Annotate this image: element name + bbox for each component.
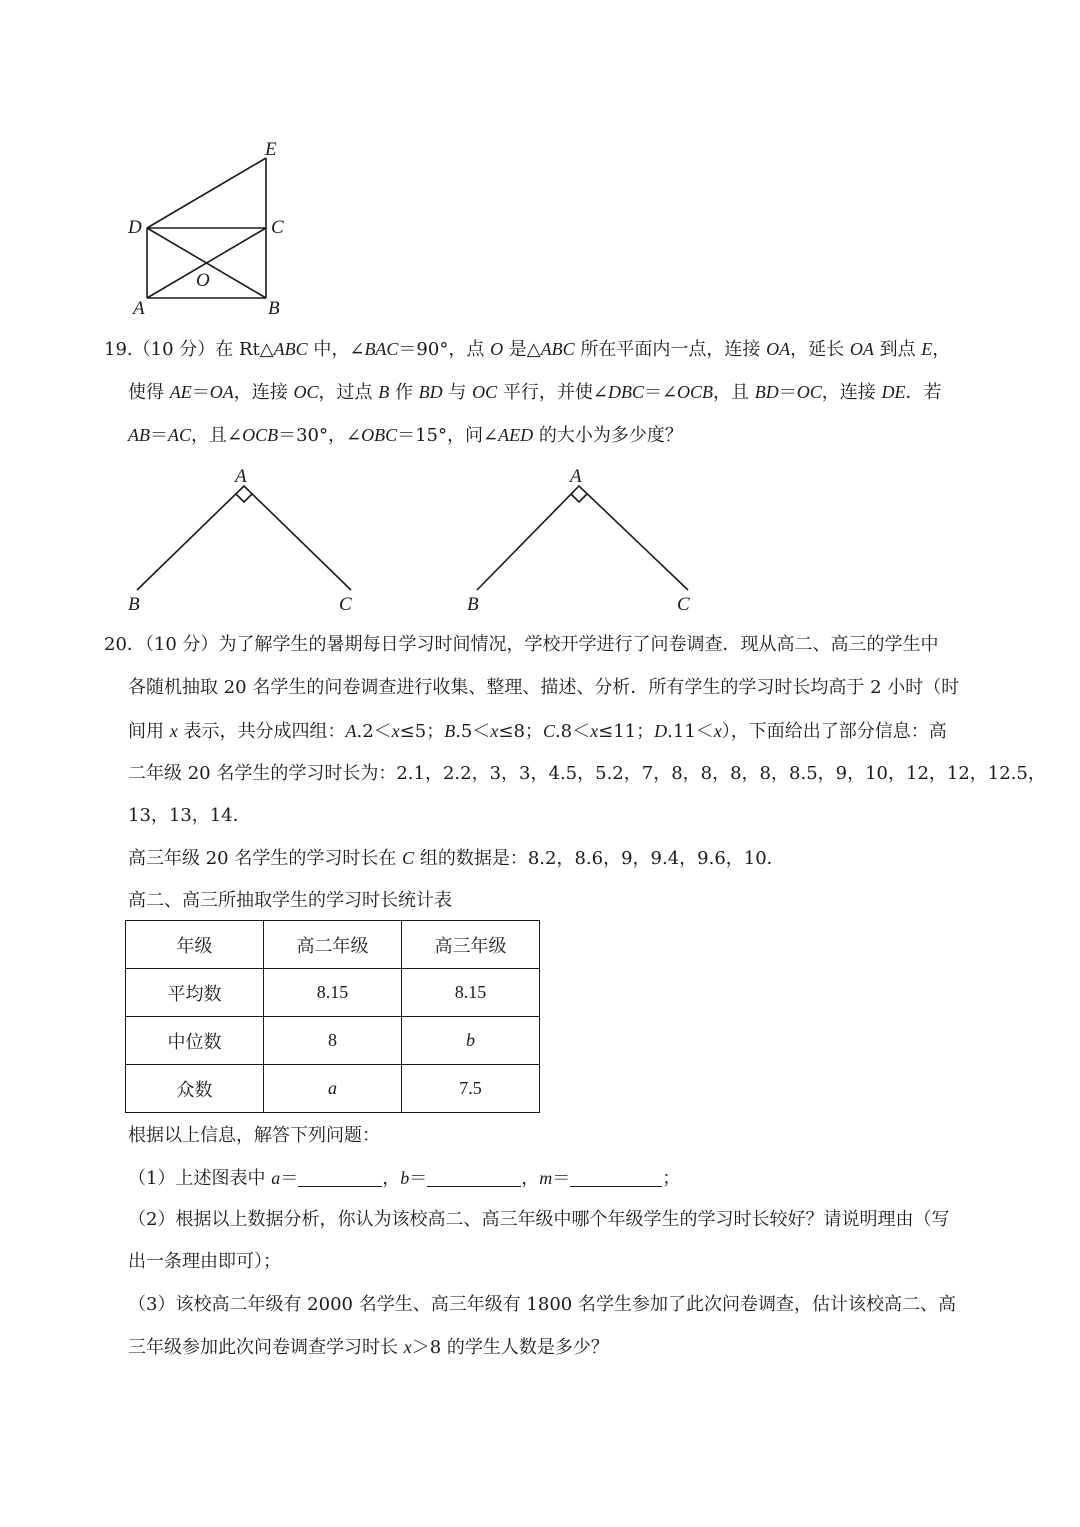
figure-rectangle-abcd bbox=[120, 135, 300, 324]
table-cell: 中位数 bbox=[126, 1017, 264, 1065]
label-b: B bbox=[268, 298, 280, 319]
label-a: A bbox=[235, 466, 247, 487]
q19-line-1: 19.（10 分）在 Rt△ABC 中，∠BAC＝90°，点 O 是△ABC 所在平面内一点，连接 OA，延长 OA 到点 E， bbox=[104, 339, 951, 360]
table-cell: 7.5 bbox=[402, 1065, 540, 1113]
figure-triangle-right bbox=[460, 462, 710, 621]
table-cell: b bbox=[402, 1017, 540, 1065]
label-a: A bbox=[133, 298, 145, 319]
header-cell: 高三年级 bbox=[402, 921, 540, 969]
label-a: A bbox=[570, 466, 582, 487]
q20-line-3: 间用 x 表示，共分成四组：A.2＜x≤5；B.5＜x≤8；C.8＜x≤11；D.11＜x），下面给出了部分信息：高 bbox=[128, 721, 947, 742]
q20-line-6: 高三年级 20 名学生的学习时长在 C 组的数据是：8.2，8.6，9，9.4，9.6，10． bbox=[128, 848, 785, 869]
label-c: C bbox=[339, 594, 352, 615]
table-cell: 8 bbox=[264, 1017, 402, 1065]
q20-line-1: 20．（10 分）为了解学生的暑期每日学习时间情况，学校开学进行了问卷调查．现从高二、高三的学生中 bbox=[104, 634, 939, 655]
label-c: C bbox=[677, 594, 690, 615]
label-d: D bbox=[128, 217, 142, 238]
q20-line-5: 13，13，14． bbox=[128, 805, 251, 826]
triangle-sides bbox=[477, 486, 688, 590]
table-cell: 8.15 bbox=[264, 969, 402, 1017]
questions-intro: 根据以上信息，解答下列问题： bbox=[128, 1125, 380, 1146]
answer-blank-b[interactable] bbox=[427, 1168, 521, 1187]
table-row bbox=[126, 1017, 540, 1065]
right-angle-mark bbox=[236, 494, 252, 502]
table-cell: 众数 bbox=[126, 1065, 264, 1113]
table-cell: 平均数 bbox=[126, 969, 264, 1017]
label-o: O bbox=[196, 270, 210, 291]
right-angle-mark bbox=[571, 494, 587, 502]
table-header-row bbox=[126, 921, 540, 969]
label-b: B bbox=[128, 594, 140, 615]
table-row bbox=[126, 969, 540, 1017]
label-c: C bbox=[271, 217, 284, 238]
part-3-line-2: 三年级参加此次问卷调查学习时长 x＞8 的学生人数是多少？ bbox=[128, 1337, 609, 1358]
q20-line-4: 二年级 20 名学生的学习时长为：2.1，2.2，3，3，4.5，5.2，7，8，8，8，8，8.5，9，10，12，12，12.5， bbox=[128, 763, 1046, 784]
table-cell: 8.15 bbox=[402, 969, 540, 1017]
part-3-line-1: （3）该校高二年级有 2000 名学生、高三年级有 1800 名学生参加了此次问卷调查，估计该校高二、高 bbox=[128, 1294, 956, 1315]
answer-blank-m[interactable] bbox=[570, 1168, 662, 1187]
label-e: E bbox=[265, 139, 277, 160]
table-title: 高二、高三所抽取学生的学习时长统计表 bbox=[128, 890, 452, 911]
part-2-line-2: 出一条理由即可）； bbox=[128, 1251, 281, 1272]
header-cell: 年级 bbox=[126, 921, 264, 969]
header-cell: 高二年级 bbox=[264, 921, 402, 969]
part-1: （1）上述图表中 a＝ ，b＝ ，m＝ ； bbox=[128, 1168, 681, 1189]
segment-de bbox=[147, 158, 266, 228]
figure-triangle-left bbox=[120, 462, 370, 621]
table-cell: a bbox=[264, 1065, 402, 1113]
table-row bbox=[126, 1065, 540, 1113]
part-2-line-1: （2）根据以上数据分析，你认为该校高二、高三年级中哪个年级学生的学习时长较好？请说明理由（写 bbox=[128, 1209, 950, 1230]
q19-line-2: 使得 AE＝OA，连接 OC，过点 B 作 BD 与 OC 平行，并使∠DBC＝∠OCB，且 BD＝OC，连接 DE．若 bbox=[128, 382, 942, 403]
q20-line-2: 各随机抽取 20 名学生的问卷调查进行收集、整理、描述、分析．所有学生的学习时长均高于 2 小时（时 bbox=[128, 677, 960, 698]
label-b: B bbox=[467, 594, 479, 615]
answer-blank-a[interactable] bbox=[298, 1168, 382, 1187]
stats-table bbox=[125, 920, 540, 1113]
q19-line-3: AB＝AC，且∠OCB＝30°，∠OBC＝15°，问∠AED 的大小为多少度？ bbox=[128, 425, 683, 446]
